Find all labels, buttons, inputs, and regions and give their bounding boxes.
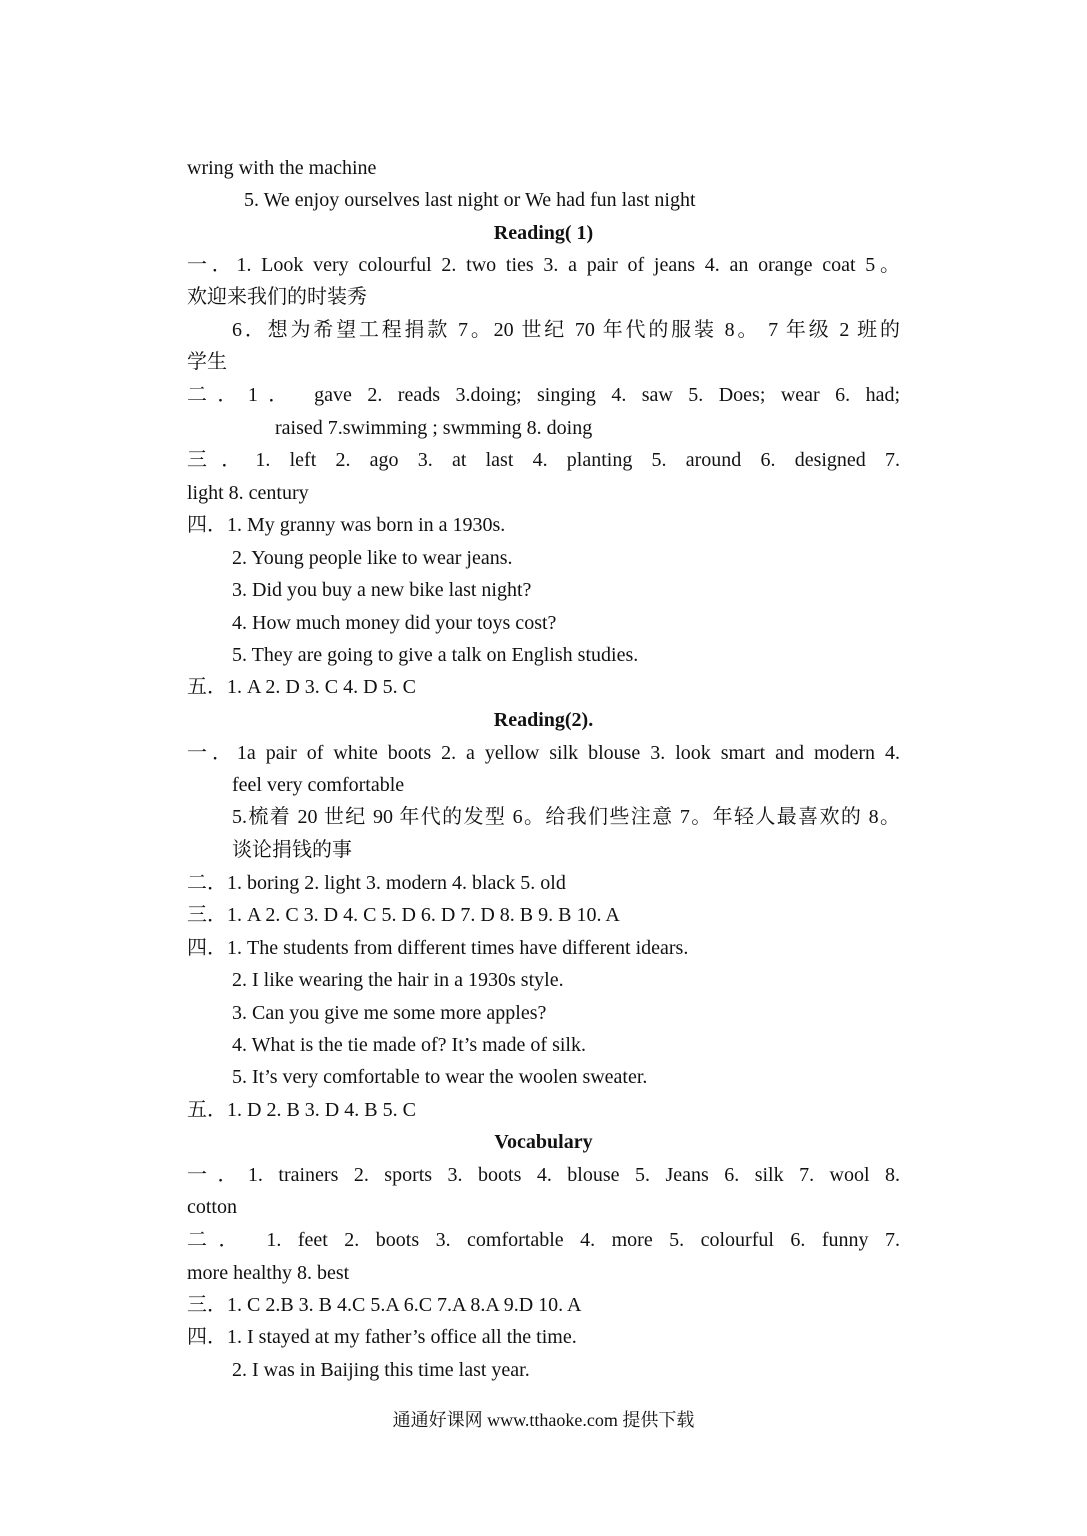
text-line: 二．1． gave 2. reads 3.doing; singing 4. saw 5. Does; wear 6. had; [187,384,900,406]
text-line: 二． 1. feet 2. boots 3. comfortable 4. more 5. colourful 6. funny 7. [187,1229,900,1251]
text-line: 2. I like wearing the hair in a 1930s style. [232,969,564,991]
text-line: 五．1. D 2. B 3. D 4. B 5. C [187,1099,416,1121]
text-line: 四．1. The students from different times have different idears. [187,937,689,959]
text-line: 5. They are going to give a talk on English studies. [232,644,639,666]
text-line: 四．1. My granny was born in a 1930s. [187,514,506,536]
text-line: 4. What is the tie made of? It’s made of silk. [232,1034,586,1056]
text-line: 一．1. Look very colourful 2. two ties 3. a pair of jeans 4. an orange coat 5。 [187,254,900,276]
text-line: cotton [187,1196,237,1218]
text-line: more healthy 8. best [187,1262,350,1284]
text-line: 4. How much money did your toys cost? [232,612,557,634]
text-line: 欢迎来我们的时装秀 [187,286,367,308]
text-line: 6．想为希望工程捐款 7。20 世纪 70 年代的服装 8。 7 年级 2 班的 [232,319,900,341]
page-footer: 通通好课网 www.tthaoke.com 提供下载 [392,1410,695,1430]
text-line: 三．1. C 2.B 3. B 4.C 5.A 6.C 7.A 8.A 9.D 10. A [187,1294,582,1316]
text-line: wring with the machine [187,157,377,179]
text-line: 谈论捐钱的事 [232,839,352,861]
text-line: 一．1. trainers 2. sports 3. boots 4. blouse 5. Jeans 6. silk 7. wool 8. [187,1164,900,1186]
section-heading-reading-2: Reading(2). [493,709,594,731]
section-heading-vocabulary: Vocabulary [494,1131,593,1153]
text-line: 5. We enjoy ourselves last night or We had fun last night [244,189,696,211]
text-line: raised 7.swimming ; swmming 8. doing [275,417,593,439]
text-line: light 8. century [187,482,309,504]
text-line: 3. Did you buy a new bike last night? [232,579,532,601]
text-line: 一．1a pair of white boots 2. a yellow silk blouse 3. look smart and modern 4. [187,742,900,764]
text-line: 四．1. I stayed at my father’s office all the time. [187,1326,577,1348]
text-line: 学生 [187,351,227,373]
text-line: feel very comfortable [232,774,405,796]
text-line: 三．1. left 2. ago 3. at last 4. planting 5. around 6. designed 7. [187,449,900,471]
text-line: 5. It’s very comfortable to wear the woolen sweater. [232,1066,648,1088]
text-line: 2. I was in Baijing this time last year. [232,1359,530,1381]
text-line: 2. Young people like to wear jeans. [232,547,513,569]
text-line: 5.梳着 20 世纪 90 年代的发型 6。给我们些注意 7。年轻人最喜欢的 8。 [232,806,900,828]
text-line: 3. Can you give me some more apples? [232,1002,547,1024]
text-line: 三．1. A 2. C 3. D 4. C 5. D 6. D 7. D 8. B 9. B 10. A [187,904,620,926]
text-line: 二．1. boring 2. light 3. modern 4. black 5. old [187,872,566,894]
text-line: 五．1. A 2. D 3. C 4. D 5. C [187,676,416,698]
section-heading-reading-1: Reading( 1) [493,222,594,244]
